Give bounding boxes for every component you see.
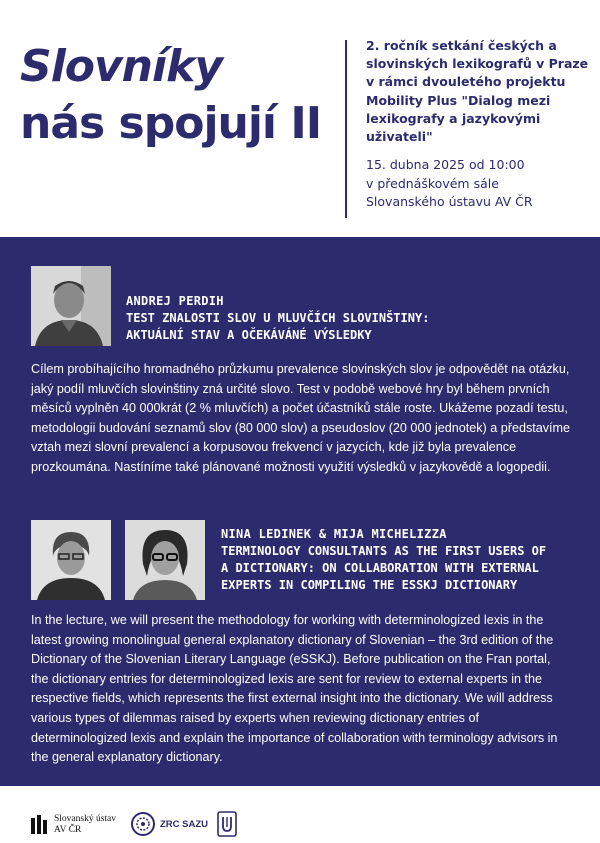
logo-line-2: AV ČR: [54, 825, 82, 835]
talk-abstract: Cílem probíhajícího hromadného průzkumu prevalence slovinských slov je odpovědět na otázku, jaký podíl mluvčích slovinštiny zná určité slovo. Test v podobě webové hry byl během prvních měsíců vyplněn 40 000krát (2 % mluvčích) a počet účastníků stále roste. Ukážeme pozadí testu, metodologii budování seznamů slov (80 000 slov) a pseudoslov (20 000 jednotek) a představíme vztah mezi slovní prevalencí a korpusovou frekvencí v jazycích, kde již byla prevalence prozkoumána. Nastíníme také plánované možnosti využití výsledků v jazykovědě a logopedii.: [31, 362, 571, 474]
portrait-icon: [31, 520, 111, 600]
program-panel: [0, 237, 600, 786]
event-info: [366, 37, 591, 212]
talk-abstract: In the lecture, we will present the methodology for working with determinologized lexis in the latest growing monolingual general explanatory dictionary of Slovenian – the 3rd edition of the Dictionary of the Slovenian Literary Language (eSSKJ). Before publication on the Fran portal, the dictionary entries for determinologized lexis are sent for review to external experts in the respective fields, which represents the first external insight into the dictionary. We will address various types of dilemmas raised by experts when reviewing dictionary entries of determinologized lexis and explain the importance of collaboration with terminology advisors in the general explanatory dictionary.: [31, 613, 558, 765]
speaker-photo-michelizza: [125, 520, 205, 600]
header-divider: [345, 40, 347, 218]
speaker-photo-ledinek: [31, 520, 111, 600]
talk-title-line-1: TERMINOLOGY CONSULTANTS AS THE FIRST USERS OF: [221, 544, 547, 558]
event-date-time: 15. dubna 2025 od 10:00: [366, 157, 525, 173]
slovansky-ustav-logo-icon: [31, 815, 51, 835]
talk-title-line-2: A DICTIONARY: ON COLLABORATION WITH EXTERNAL: [221, 561, 539, 575]
speaker-names: NINA LEDINEK & MIJA MICHELIZZA: [221, 527, 447, 541]
talk-title-line-2: AKTUÁLNÍ STAV A OČEKÁVÁNÉ VÝSLEDKY: [126, 328, 372, 342]
event-venue-line-1: v přednáškovém sále: [366, 175, 499, 191]
portrait-icon: [31, 266, 111, 346]
event-description: 2. ročník setkání českých a slovinských lexikografů v Praze v rámci dvouletého projektu Mobility Plus "Dialog mezi lexikografy a jazykovými uživateli": [366, 38, 589, 145]
talk-title-line-1: TEST ZNALOSTI SLOV U MLUVČÍCH SLOVINŠTINY:: [126, 311, 430, 325]
talk-title-line-3: EXPERTS IN COMPILING THE ESSKJ DICTIONARY: [221, 578, 518, 592]
event-venue-line-2: Slovanského ústavu AV ČR: [366, 194, 533, 210]
institute-emblem-icon: [217, 811, 237, 837]
speaker-photo-perdih: [31, 266, 111, 346]
title-line-2: nás spojují II: [20, 98, 322, 149]
zrc-sazu-logo-text: ZRC SAZU: [160, 819, 209, 830]
event-when: [366, 156, 591, 212]
portrait-icon: [125, 520, 205, 600]
logo-line-1: Slovanský ústav: [54, 814, 117, 824]
footer-logos: [0, 786, 600, 843]
event-title: [20, 42, 321, 150]
slovansky-ustav-logo-text: [54, 814, 116, 836]
title-line-1: Slovníky: [20, 41, 223, 92]
zrc-sazu-emblem-icon: [131, 812, 155, 836]
speaker-name: ANDREJ PERDIH: [126, 294, 224, 308]
